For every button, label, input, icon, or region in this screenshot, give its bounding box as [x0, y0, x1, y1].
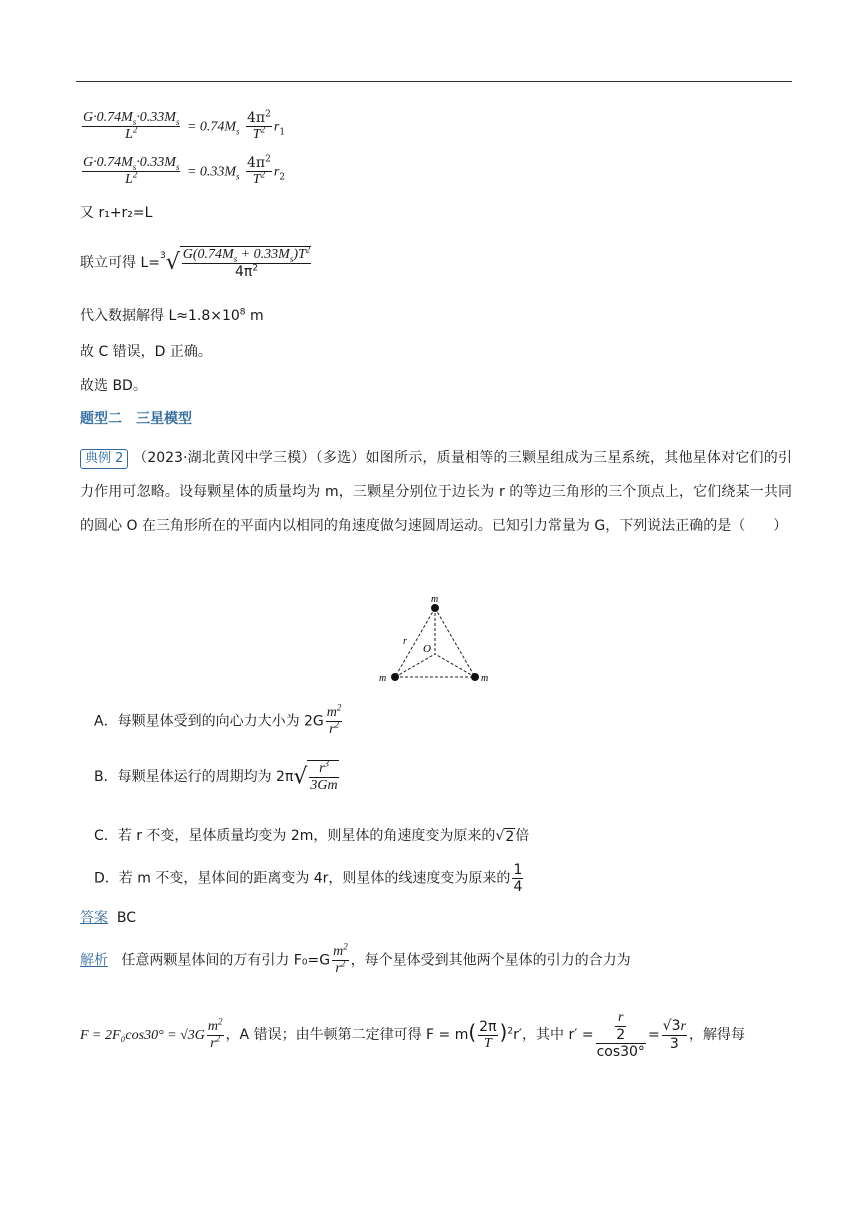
line-again: 又 r₁+r₂=L [80, 205, 153, 221]
line-joint: 联立可得 L=$^3$√ $\frac{G(0.74M_s + 0.33M_s)T^2}{4\pi^2}$ [80, 244, 311, 280]
star-right [471, 673, 479, 681]
option-a: A．每颗星体受到的向心力大小为 2G $\frac{m^2}{r^2}$ [94, 702, 342, 737]
label-center-o: O [423, 643, 431, 655]
analysis-line-1: 解析 任意两颗星体间的万有引力 F₀=G $\frac{m^2}{r^2}$ ，每个星体受到其他两个星体的引力的合力为 [80, 941, 631, 976]
equation-1: $\frac{G\cdot 0.74M_s\cdot 0.33M_s}{L^2}$ = $0.74M_s$ $\frac{4\pi^2}{T^2}$ $r_1$ [83, 109, 286, 142]
label-left-m: m [379, 673, 387, 684]
label-side-r: r [403, 636, 407, 647]
question-text: （2023·湖北黄冈中学三模）（多选）如图所示，质量相等的三颗星组成为三星系统，其他星体对它们的引力作用可忽略。设每颗星体的质量均为 m，三颗星分别位于边长为 r 的等边三角形的三个顶点上，它们绕某一共同的圆心 O 在三角形所在的平面内以相同的角速度做匀速圆周运动。已知引力常量为 G，下列说法正确的是（ ） [80, 450, 793, 534]
option-c: C．若 r 不变，星体质量均变为 2m，则星体的角速度变为原来的√2倍 [94, 828, 530, 845]
line-substitute: 代入数据解得 $L\approx 1.8\times 10^8$ m [80, 307, 264, 324]
question-paragraph [80, 441, 792, 543]
option-d: D．若 m 不变，星体间的距离变为 4r，则星体的线速度变为原来的 $\frac{1}{4}$ [94, 862, 523, 895]
answer-line: 答案 BC [80, 910, 137, 926]
median-left [395, 654, 435, 677]
label-top-m: m [431, 594, 439, 605]
section-heading: 题型二 三星模型 [80, 411, 192, 427]
star-left [391, 673, 399, 681]
line-choose: 故选 BD。 [80, 378, 147, 394]
line-c-wrong: 故 C 错误，D 正确。 [80, 344, 212, 360]
example-tag: 典例 2 [80, 449, 128, 469]
star-top [431, 604, 439, 612]
three-star-diagram [370, 592, 500, 692]
triangle-side-right [435, 608, 475, 677]
option-b: B．每颗星体运行的周期均为 2π√ $\frac{r^3}{3Gm}$ [94, 758, 338, 793]
median-right [435, 654, 475, 677]
header-rule [76, 81, 792, 82]
equation-2: $\frac{G\cdot 0.74M_s\cdot 0.33M_s}{L^2}$ = $0.33M_s$ $\frac{4\pi^2}{T^2}$ $r_2$ [83, 154, 286, 187]
label-right-m: m [481, 673, 489, 684]
analysis-line-2: F = 2F₀cos30° = √3G $\frac{m^2}{r^2}$ ，A 错误；由牛顿第二定律可得 F = m( $\frac{2\pi}{T}$ )$^2$r′，其中 r′ = $\frac{\frac{r}{2}}{\cos 30^\circ}$ = $\frac{√3r}{3}$ ，解得每 [80, 1010, 745, 1060]
